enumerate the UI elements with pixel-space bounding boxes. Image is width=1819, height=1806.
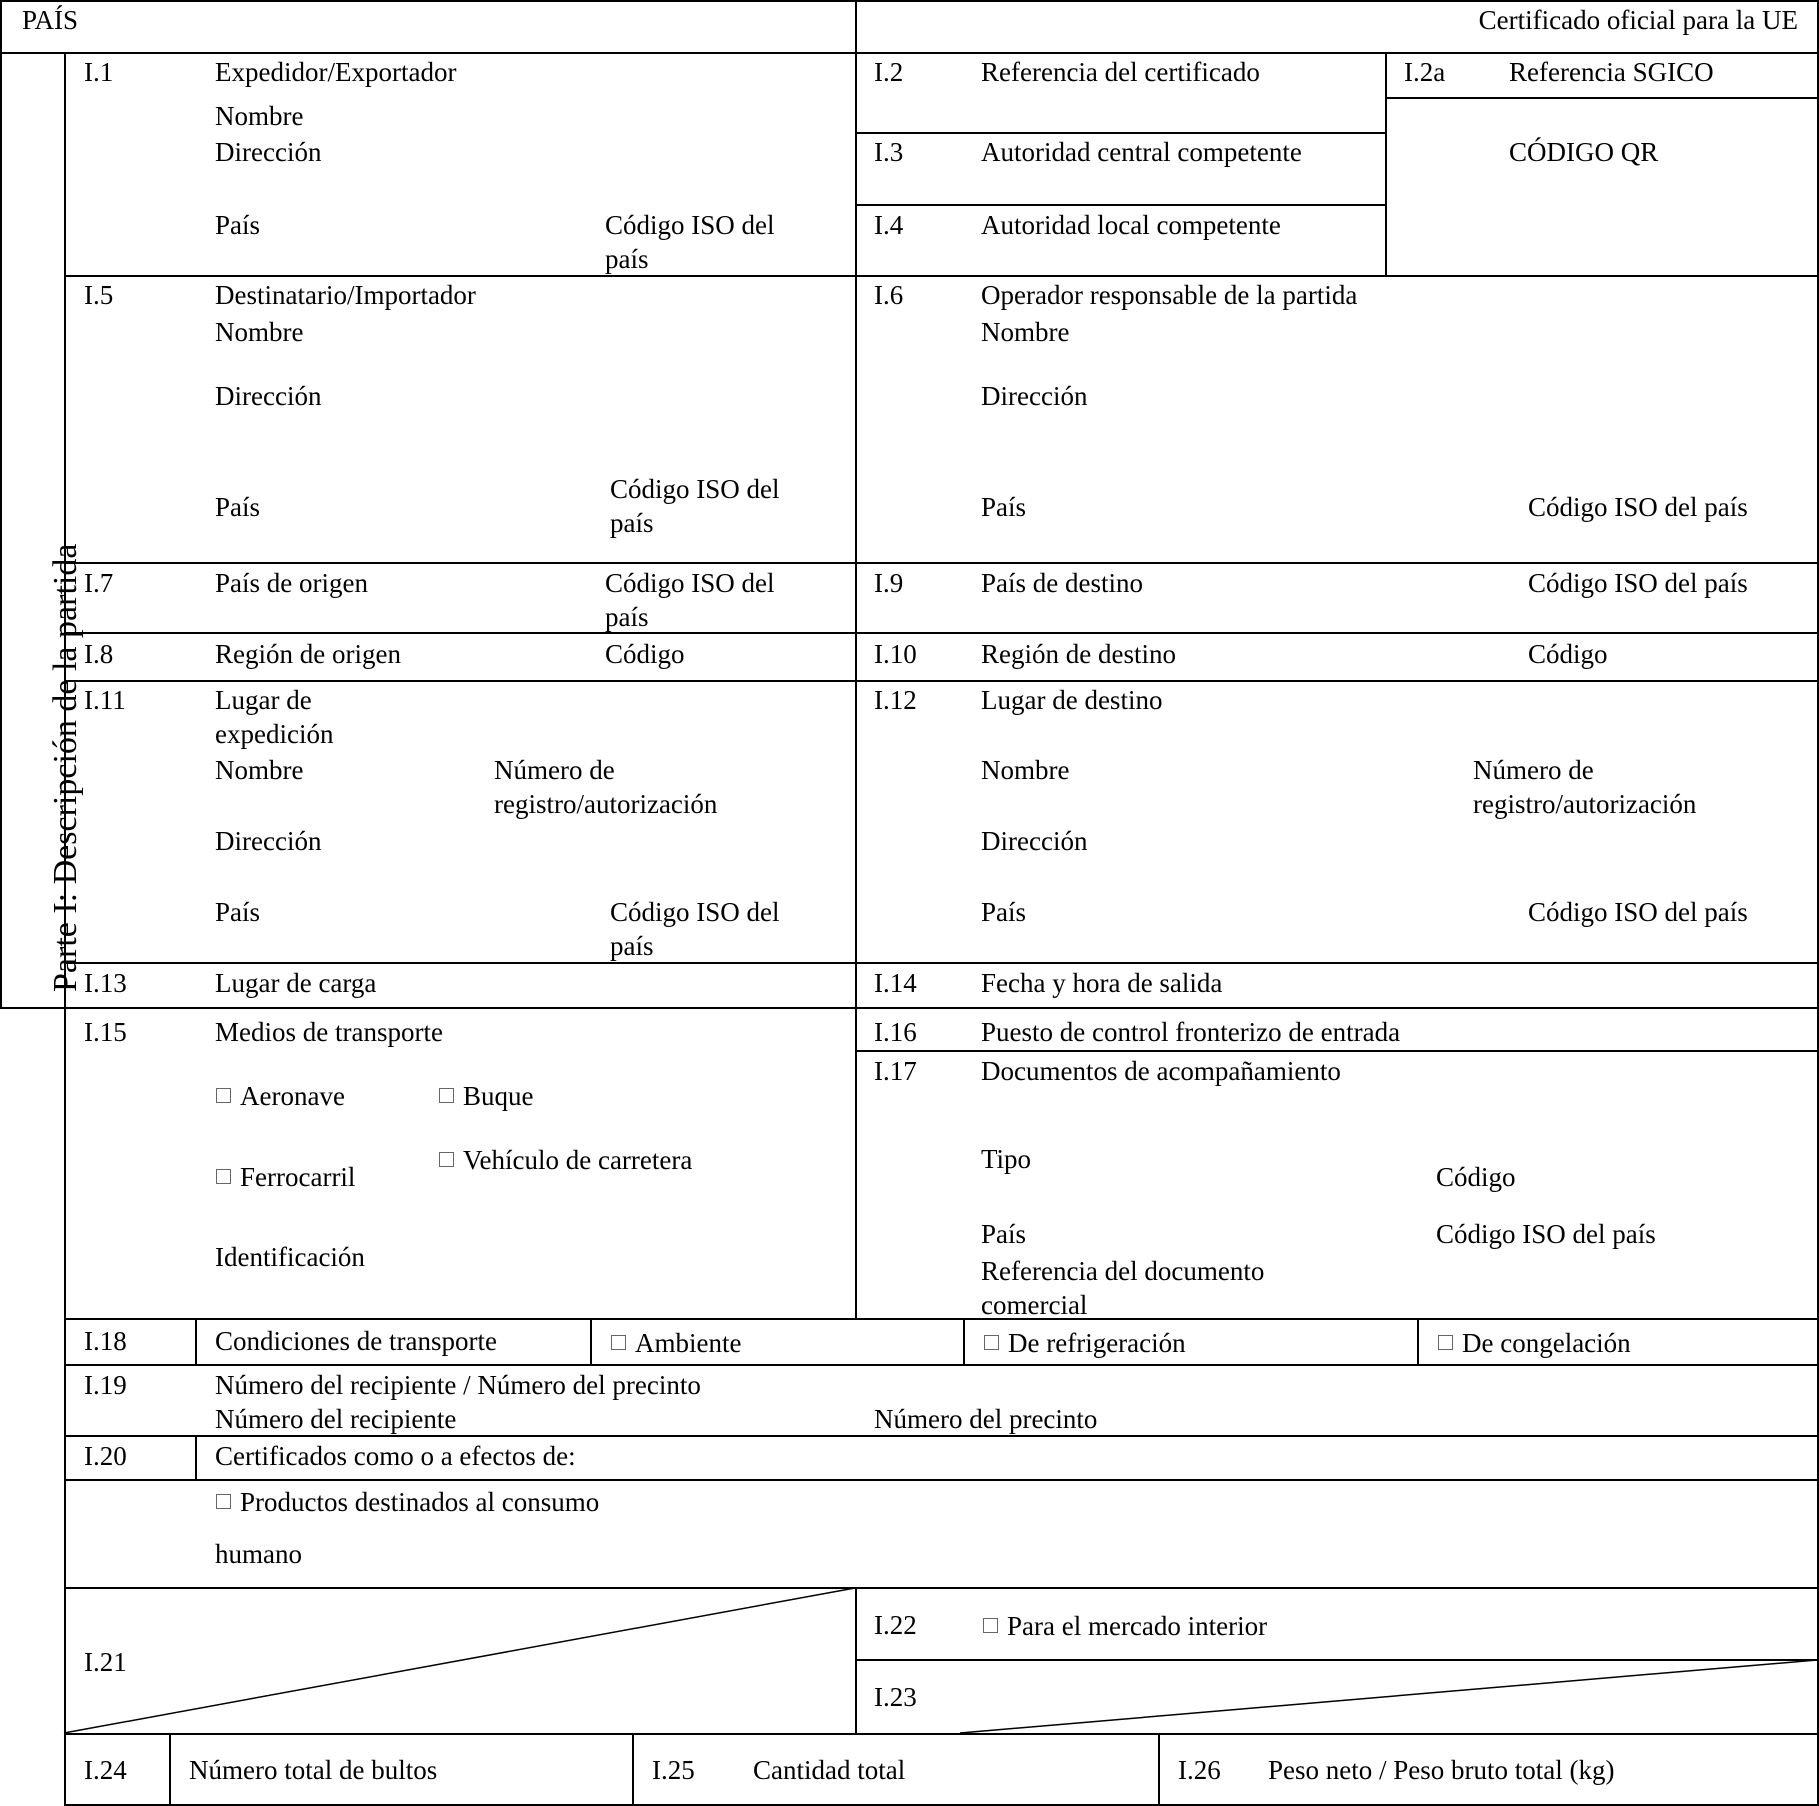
i13-number: I.13 <box>84 968 127 998</box>
road-vehicle-label: Vehículo de carretera <box>463 1145 693 1175</box>
i17-type: Tipo <box>981 1144 1032 1174</box>
i11-iso-line2: país <box>610 931 654 961</box>
aircraft-label: Aeronave <box>240 1081 345 1111</box>
i6-label: Operador responsable de la partida <box>981 280 1358 310</box>
i12-label: Lugar de destino <box>981 685 1163 715</box>
human-consumption-label-line2: humano <box>215 1539 302 1569</box>
ambient-label: Ambiente <box>635 1328 742 1358</box>
i11-reg-line1: Número de <box>494 755 615 785</box>
i25-label: Cantidad total <box>753 1755 906 1785</box>
i2a-label: Referencia SGICO <box>1509 57 1714 87</box>
i5-iso-line1: Código ISO del <box>610 474 780 504</box>
road-vehicle-checkbox[interactable] <box>439 1152 454 1167</box>
i15-identification: Identificación <box>215 1242 365 1272</box>
chilled-checkbox[interactable] <box>984 1335 999 1350</box>
i5-number: I.5 <box>84 280 114 310</box>
rail-label: Ferrocarril <box>240 1162 356 1192</box>
i18-number: I.18 <box>84 1326 127 1356</box>
i17-ref-line2: comercial <box>981 1290 1088 1320</box>
i8-label: Región de origen <box>215 639 401 669</box>
i11-address: Dirección <box>215 826 322 856</box>
human-consumption-label-line1: Productos destinados al consumo <box>240 1487 600 1517</box>
i13-label: Lugar de carga <box>215 968 377 998</box>
i5-iso-line2: país <box>610 508 654 538</box>
i17-country: País <box>981 1219 1027 1249</box>
i11-iso-line1: Código ISO del <box>610 897 780 927</box>
i17-iso: Código ISO del país <box>1436 1219 1656 1249</box>
i5-name: Nombre <box>215 317 304 347</box>
i16-number: I.16 <box>874 1017 917 1047</box>
i12-name: Nombre <box>981 755 1070 785</box>
i17-number: I.17 <box>874 1056 917 1086</box>
i22-number: I.22 <box>874 1610 917 1640</box>
i19-container: Número del recipiente <box>215 1404 457 1434</box>
i1-name: Nombre <box>215 101 304 131</box>
i20-number: I.20 <box>84 1441 127 1471</box>
side-label: Parte I: Descripción de la partida <box>47 543 84 992</box>
i12-reg-line1: Número de <box>1473 755 1594 785</box>
i19-seal: Número del precinto <box>874 1404 1098 1434</box>
i21-number: I.21 <box>84 1647 127 1677</box>
i6-iso: Código ISO del país <box>1528 492 1748 522</box>
i18-label: Condiciones de transporte <box>215 1326 497 1356</box>
i14-label: Fecha y hora de salida <box>981 968 1223 998</box>
i23-diagonal <box>960 1660 1817 1733</box>
i9-number: I.9 <box>874 568 904 598</box>
i11-label-line1: Lugar de <box>215 685 312 715</box>
header-title: Certificado oficial para la UE <box>1478 5 1798 35</box>
i1-iso-line2: país <box>605 244 649 274</box>
internal-market-checkbox[interactable] <box>983 1618 998 1633</box>
i6-address: Dirección <box>981 381 1088 411</box>
i3-number: I.3 <box>874 137 904 167</box>
frozen-label: De congelación <box>1462 1328 1631 1358</box>
i10-number: I.10 <box>874 639 917 669</box>
i6-country: País <box>981 492 1027 522</box>
i19-label: Número del recipiente / Número del precinto <box>215 1370 701 1400</box>
i11-label-line2: expedición <box>215 719 334 749</box>
i26-label: Peso neto / Peso bruto total (kg) <box>1268 1755 1615 1785</box>
i11-reg-line2: registro/autorización <box>494 789 718 819</box>
i10-label: Región de destino <box>981 639 1176 669</box>
i7-iso-line2: país <box>605 602 649 632</box>
i19-number: I.19 <box>84 1370 127 1400</box>
i1-address: Dirección <box>215 137 322 167</box>
i1-label: Expedidor/Exportador <box>215 57 457 87</box>
i24-label: Número total de bultos <box>189 1755 438 1785</box>
i23-number: I.23 <box>874 1682 917 1712</box>
i26-number: I.26 <box>1178 1755 1221 1785</box>
i11-name: Nombre <box>215 755 304 785</box>
internal-market-label: Para el mercado interior <box>1007 1611 1268 1641</box>
i11-number: I.11 <box>84 685 126 715</box>
i12-number: I.12 <box>874 685 917 715</box>
i10-code: Código <box>1528 639 1608 669</box>
i7-label: País de origen <box>215 568 368 598</box>
i17-label: Documentos de acompañamiento <box>981 1056 1341 1086</box>
header-country: PAÍS <box>22 5 79 35</box>
i1-number: I.1 <box>84 57 114 87</box>
i7-number: I.7 <box>84 568 114 598</box>
i12-address: Dirección <box>981 826 1088 856</box>
i1-iso-line1: Código ISO del <box>605 210 775 240</box>
i5-country: País <box>215 492 261 522</box>
i21-diagonal <box>64 1588 855 1733</box>
qr-code-placeholder: CÓDIGO QR <box>1509 137 1659 167</box>
i9-iso: Código ISO del país <box>1528 568 1748 598</box>
ambient-checkbox[interactable] <box>611 1335 626 1350</box>
rail-checkbox[interactable] <box>216 1169 231 1184</box>
i12-country: País <box>981 897 1027 927</box>
i17-ref-line1: Referencia del documento <box>981 1256 1265 1286</box>
i4-label: Autoridad local competente <box>981 210 1281 240</box>
i2-label: Referencia del certificado <box>981 57 1260 87</box>
i9-label: País de destino <box>981 568 1143 598</box>
i2a-number: I.2a <box>1404 57 1446 87</box>
i6-number: I.6 <box>874 280 904 310</box>
i3-label: Autoridad central competente <box>981 137 1302 167</box>
i15-number: I.15 <box>84 1017 127 1047</box>
i1-country: País <box>215 210 261 240</box>
i25-number: I.25 <box>652 1755 695 1785</box>
i4-number: I.4 <box>874 210 904 240</box>
frozen-checkbox[interactable] <box>1438 1335 1453 1350</box>
i20-label: Certificados como o a efectos de: <box>215 1441 576 1471</box>
aircraft-checkbox[interactable] <box>216 1088 231 1103</box>
chilled-label: De refrigeración <box>1008 1328 1186 1358</box>
ship-checkbox[interactable] <box>439 1088 454 1103</box>
i24-number: I.24 <box>84 1755 127 1785</box>
i7-iso-line1: Código ISO del <box>605 568 775 598</box>
i6-name: Nombre <box>981 317 1070 347</box>
i2-number: I.2 <box>874 57 904 87</box>
i8-code: Código <box>605 639 685 669</box>
i11-country: País <box>215 897 261 927</box>
i14-number: I.14 <box>874 968 917 998</box>
i5-label: Destinatario/Importador <box>215 280 476 310</box>
ship-label: Buque <box>463 1081 534 1111</box>
i5-address: Dirección <box>215 381 322 411</box>
i16-label: Puesto de control fronterizo de entrada <box>981 1017 1401 1047</box>
human-consumption-checkbox[interactable] <box>216 1494 231 1509</box>
i12-iso: Código ISO del país <box>1528 897 1748 927</box>
i8-number: I.8 <box>84 639 114 669</box>
i12-reg-line2: registro/autorización <box>1473 789 1697 819</box>
i17-code: Código <box>1436 1162 1516 1192</box>
i15-label: Medios de transporte <box>215 1017 443 1047</box>
